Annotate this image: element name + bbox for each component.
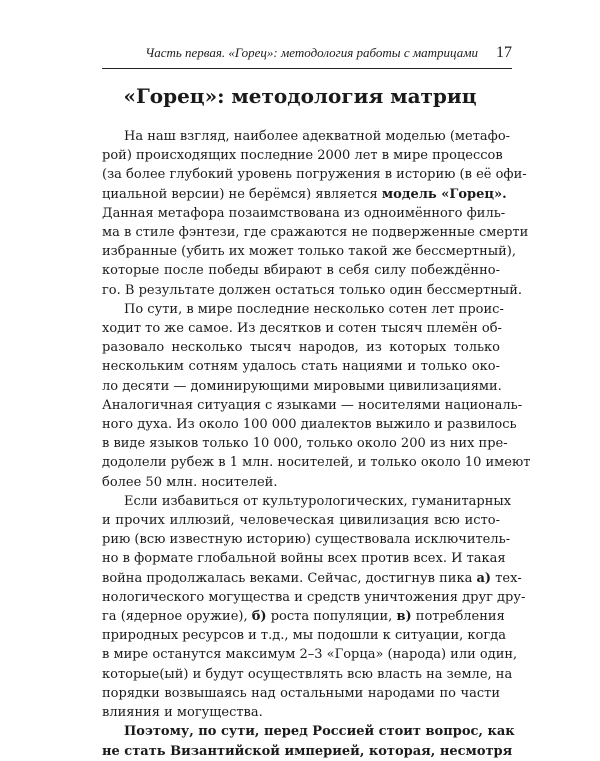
text-line [102, 434, 508, 453]
text-line [102, 607, 505, 626]
text-line [102, 146, 503, 165]
text-run: роста популяции, [266, 609, 397, 625]
text-line [102, 300, 504, 319]
text-run: Данная метафора позаимствована из одноимённого филь- [102, 205, 506, 221]
text-run: го. В результате должен остаться только один бессмертный. [102, 282, 523, 298]
text-run: ходит то же самое. Из десятков и сотен тысяч племён об- [102, 321, 502, 337]
text-line [102, 127, 511, 146]
text-run: более 50 млн. носителей. [102, 474, 278, 490]
chapter-title: «Горец»: методология матриц [123, 84, 477, 108]
text-run: война продолжалась веками. Сейчас, достигнув пика [102, 570, 477, 586]
text-line [102, 357, 500, 376]
text-line [102, 165, 527, 184]
bold-text: а) [476, 570, 492, 586]
text-line [102, 549, 506, 568]
text-line [102, 665, 513, 684]
text-run: которые после победы вбирают в себя силу побеждённо- [102, 263, 500, 279]
text-line [102, 645, 518, 664]
text-line [102, 223, 529, 242]
body-text [102, 127, 531, 761]
text-line [102, 281, 523, 300]
text-run: ного духа. Из около 100 000 диалектов выжило и развилось [102, 417, 517, 433]
text-line [102, 396, 523, 415]
paragraph [102, 300, 531, 492]
bold-text: в) [396, 609, 412, 625]
text-line [102, 511, 500, 530]
text-run: га (ядерное оружие), [102, 609, 252, 625]
text-line [102, 722, 515, 741]
text-run: но в формате глобальной войны всех против всех. И такая [102, 551, 506, 567]
text-line [102, 530, 511, 549]
text-run: в мире останутся максимум 2–3 «Горца» (народа) или один, [102, 647, 518, 663]
text-run: На наш взгляд, наиболее адекватной моделью (метафо- [124, 129, 511, 144]
text-line [102, 492, 512, 511]
text-run: нологического могущества и средств уничтожения друг дру- [102, 589, 526, 605]
text-line [102, 185, 507, 204]
text-line [102, 742, 513, 761]
text-run: в виде языков только 10 000, только около 200 из них пре- [102, 436, 508, 452]
bold-text: Поэтому, по сути, перед Россией стоит вопрос, как [124, 724, 515, 740]
page-number: 17 [496, 44, 512, 61]
text-run: ло десяти — доминирующими мировыми цивилизациями. [102, 378, 502, 394]
running-header [102, 44, 512, 69]
text-run: избранные (убить их может только такой же бессмертный), [102, 244, 517, 260]
paragraph [102, 492, 526, 722]
text-run: По сути, в мире последние несколько сотен лет проис- [124, 301, 504, 317]
text-run: рой) происходящих последние 2000 лет в мире процессов [102, 148, 503, 164]
text-run: нескольким сотням удалось стать нациями и только око- [102, 359, 500, 375]
text-line [102, 377, 500, 396]
paragraph [102, 722, 515, 760]
text-run: порядки возвышаясь над остальными народами по части [102, 685, 500, 701]
text-run: разовало несколько тысяч народов, из которых только [102, 340, 500, 356]
text-line [102, 703, 500, 722]
text-run: циальной версии) не берёмся) является [102, 186, 382, 202]
bold-text: б) [251, 609, 267, 625]
text-line [102, 338, 500, 357]
text-run: рию (всю известную историю) существовала исключитель- [102, 532, 511, 548]
text-run: (за более глубокий уровень погружения в историю (в её офи- [102, 167, 527, 183]
text-run: которые(ый) и будут осуществлять всю власть на земле, на [102, 666, 513, 682]
bold-text: модель «Горец». [381, 186, 507, 202]
text-line [102, 261, 500, 280]
text-run: Если избавиться от культурологических, гуманитарных [124, 493, 512, 509]
text-line [102, 204, 506, 223]
text-line [102, 473, 500, 492]
text-line [102, 242, 517, 261]
text-line [102, 453, 531, 472]
text-line [102, 319, 500, 338]
text-run: Аналогичная ситуация с языками — носителями националь- [102, 397, 523, 413]
text-line [102, 569, 522, 588]
text-line [102, 588, 526, 607]
bold-text: не стать Византийской империей, которая, несмотря [102, 743, 513, 759]
paragraph [102, 127, 529, 300]
text-run: ма в стиле фэнтези, где сражаются не подверженные смерти [102, 225, 529, 241]
text-line [102, 626, 506, 645]
text-run: потребления [411, 609, 505, 625]
text-run: и прочих иллюзий, человеческая цивилизация всю исто- [102, 513, 500, 529]
text-run: природных ресурсов и т.д., мы подошли к ситуации, когда [102, 628, 506, 644]
text-run: влияния и могущества. [102, 705, 263, 721]
text-line [102, 684, 500, 703]
text-line [102, 415, 517, 434]
text-run: додолели рубеж в 1 млн. носителей, и только около 10 имеют [102, 455, 531, 471]
text-run: тех- [491, 570, 522, 586]
running-title: Часть первая. «Горец»: методология работы с матрицами [145, 45, 478, 60]
